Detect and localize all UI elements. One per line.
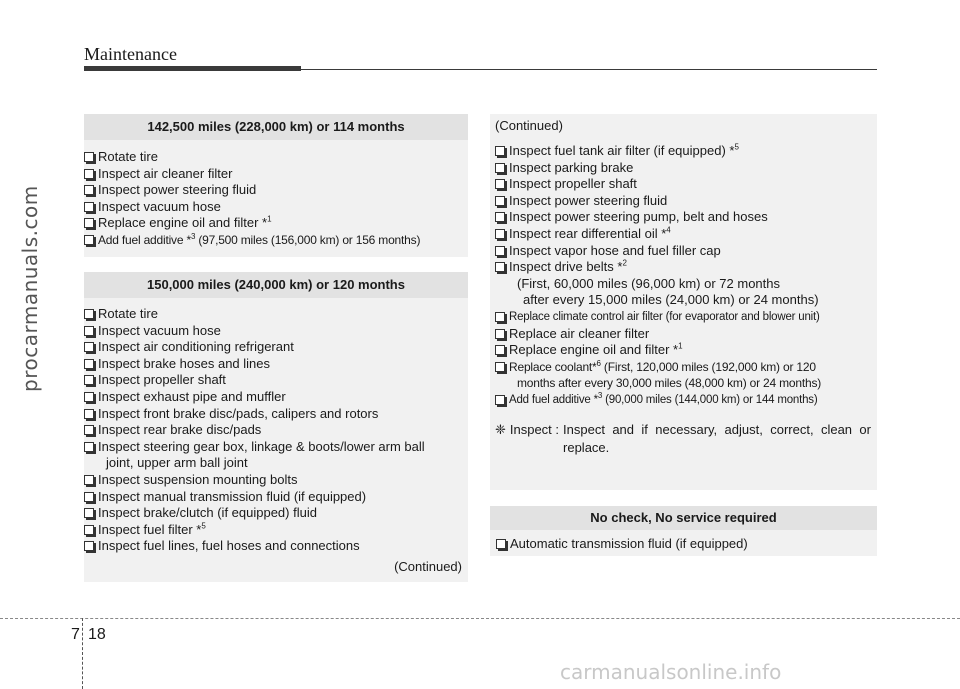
- list-item: Inspect vacuum hose: [84, 323, 468, 340]
- list-item: Inspect drive belts *$^2$ (First, 60,000 miles (96,000 km) or 72 months after every 15,000 miles (24,000 km) or 24 months): [495, 259, 877, 309]
- list-item: Inspect suspension mounting bolts: [84, 472, 468, 489]
- note-term: Inspect :: [509, 421, 560, 437]
- checklist: [490, 530, 877, 553]
- list-item: Replace air cleaner filter: [495, 326, 877, 343]
- header-rule: [301, 69, 877, 70]
- list-item: Inspect rear brake disc/pads: [84, 422, 468, 439]
- list-item: Inspect brake/clutch (if equipped) fluid: [84, 505, 468, 522]
- note-symbol-icon: ❈: [495, 421, 506, 437]
- list-item: Inspect power steering fluid: [495, 193, 877, 210]
- note-text: Inspect and if necessary, adjust, correct, clean or replace.: [563, 421, 871, 455]
- list-item: Inspect exhaust pipe and muffler: [84, 389, 468, 406]
- list-item: Inspect rear differential oil *$^4$: [495, 226, 877, 243]
- section-150000-miles: [84, 272, 468, 582]
- list-item: Inspect manual transmission fluid (if equipped): [84, 489, 468, 506]
- list-item: Inspect brake hoses and lines: [84, 356, 468, 373]
- section-continued: [490, 114, 877, 490]
- list-item: Rotate tire: [84, 306, 468, 323]
- list-item: Inspect air cleaner filter: [84, 166, 468, 183]
- section-no-check: [490, 506, 877, 556]
- checklist: [84, 140, 468, 249]
- bottom-watermark: carmanualsonline.info: [560, 660, 782, 684]
- list-item: Replace climate control air filter (for evaporator and blower unit): [495, 309, 877, 326]
- list-item: Rotate tire: [84, 149, 468, 166]
- list-item: Add fuel additive *$^3$ (97,500 miles (156,000 km) or 156 months): [84, 232, 468, 249]
- footer-rule: [0, 618, 960, 619]
- continued-label: (Continued): [495, 118, 563, 133]
- list-item: Inspect fuel tank air filter (if equipped) *$^5$: [495, 143, 877, 160]
- list-item: Inspect steering gear box, linkage & boots/lower arm ball joint, upper arm ball joint: [84, 439, 468, 472]
- list-item: Automatic transmission fluid (if equipped): [496, 536, 877, 553]
- continued-label: (Continued): [394, 558, 462, 574]
- list-item: Inspect propeller shaft: [84, 372, 468, 389]
- section-title: 142,500 miles (228,000 km) or 114 months: [84, 114, 468, 140]
- page-number-separator: [82, 618, 83, 689]
- list-item: Inspect vapor hose and fuel filler cap: [495, 243, 877, 260]
- side-watermark: procarmanuals.com: [18, 185, 42, 392]
- page-header-title: Maintenance: [84, 44, 177, 64]
- list-item: Inspect propeller shaft: [495, 176, 877, 193]
- section-title: 150,000 miles (240,000 km) or 120 months: [84, 272, 468, 298]
- list-item: Inspect vacuum hose: [84, 199, 468, 216]
- chapter-number: 7: [71, 626, 80, 643]
- list-item: Inspect power steering fluid: [84, 182, 468, 199]
- list-item: Replace engine oil and filter *$^1$: [495, 342, 877, 359]
- list-item: Inspect parking brake: [495, 160, 877, 177]
- list-item: Replace engine oil and filter *$^1$: [84, 215, 468, 232]
- page-number: 18: [88, 626, 106, 643]
- list-item: Inspect fuel lines, fuel hoses and connections: [84, 538, 468, 555]
- list-item: Add fuel additive *$^3$ (90,000 miles (144,000 km) or 144 months): [495, 392, 877, 409]
- header-bar: [84, 66, 301, 71]
- list-item: Inspect air conditioning refrigerant: [84, 339, 468, 356]
- list-item: Inspect power steering pump, belt and hoses: [495, 209, 877, 226]
- checklist: [495, 143, 877, 409]
- list-item: Replace coolant*$^6$ (First, 120,000 miles (192,000 km) or 120 months after every 30,000 miles (48,000 km) or 24 months): [495, 359, 877, 392]
- checklist: [84, 298, 468, 555]
- list-item: Inspect fuel filter *$^5$: [84, 522, 468, 539]
- section-142500-miles: [84, 114, 468, 257]
- list-item: Inspect front brake disc/pads, calipers and rotors: [84, 406, 468, 423]
- section-title: No check, No service required: [490, 506, 877, 530]
- inspect-note: [495, 421, 877, 457]
